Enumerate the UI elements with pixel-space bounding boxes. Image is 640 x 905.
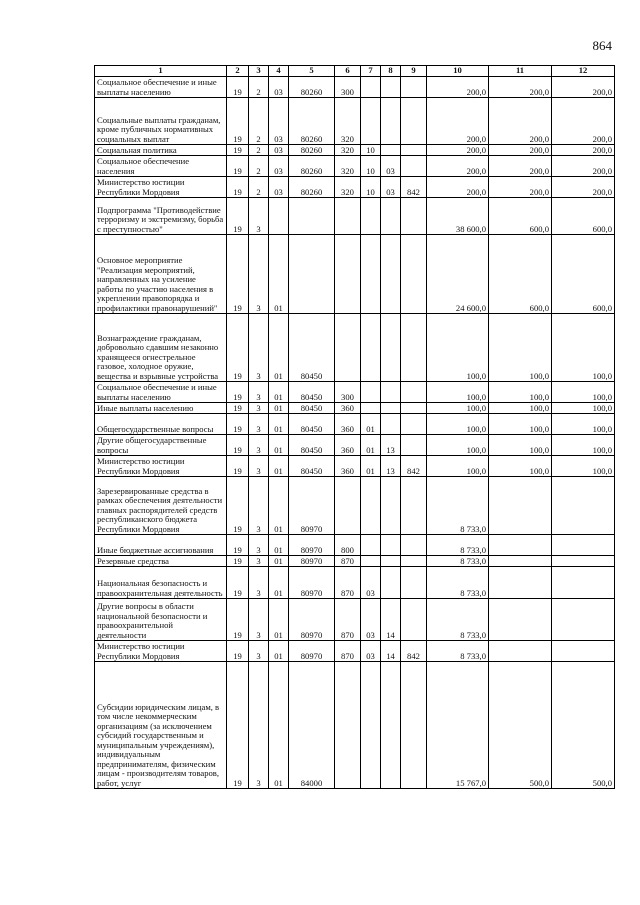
code-cell: 01 [269, 314, 289, 382]
code-cell [335, 662, 361, 789]
amount-cell [489, 535, 552, 556]
code-cell: 3 [249, 414, 269, 435]
code-cell: 80260 [289, 156, 335, 177]
code-cell [401, 235, 427, 314]
amount-cell: 200,0 [489, 145, 552, 156]
amount-cell: 600,0 [489, 235, 552, 314]
amount-cell: 600,0 [489, 198, 552, 235]
amount-cell: 200,0 [489, 177, 552, 198]
code-cell: 10 [361, 156, 381, 177]
code-cell: 03 [361, 599, 381, 641]
budget-table [94, 65, 615, 789]
code-cell [381, 556, 401, 567]
amount-cell [552, 641, 615, 662]
amount-cell [552, 535, 615, 556]
code-cell [381, 477, 401, 535]
code-cell [381, 314, 401, 382]
table-row [95, 156, 615, 177]
column-header-9: 9 [401, 66, 427, 77]
table-row [95, 477, 615, 535]
code-cell [401, 414, 427, 435]
code-cell: 360 [335, 414, 361, 435]
code-cell: 320 [335, 145, 361, 156]
code-cell [361, 403, 381, 414]
amount-cell: 200,0 [552, 177, 615, 198]
column-header-12: 12 [552, 66, 615, 77]
amount-cell: 200,0 [552, 77, 615, 98]
row-name-cell: Социальное обеспечение населения [95, 156, 227, 177]
code-cell: 03 [361, 641, 381, 662]
amount-cell [552, 556, 615, 567]
code-cell: 19 [227, 145, 249, 156]
code-cell: 01 [361, 414, 381, 435]
code-cell: 80260 [289, 177, 335, 198]
column-header-4: 4 [269, 66, 289, 77]
column-header-6: 6 [335, 66, 361, 77]
code-cell [289, 198, 335, 235]
table-row [95, 177, 615, 198]
code-cell: 14 [381, 599, 401, 641]
amount-cell: 200,0 [427, 145, 489, 156]
row-name-cell: Министерство юстиции Республики Мордовия [95, 456, 227, 477]
code-cell: 300 [335, 77, 361, 98]
code-cell [381, 235, 401, 314]
code-cell: 10 [361, 145, 381, 156]
table-row [95, 98, 615, 145]
code-cell: 01 [269, 556, 289, 567]
amount-cell [489, 599, 552, 641]
code-cell: 80450 [289, 382, 335, 403]
code-cell [381, 98, 401, 145]
amount-cell: 8 733,0 [427, 556, 489, 567]
amount-cell: 500,0 [489, 662, 552, 789]
amount-cell: 15 767,0 [427, 662, 489, 789]
code-cell: 84000 [289, 662, 335, 789]
header-row [95, 66, 615, 77]
code-cell: 19 [227, 641, 249, 662]
row-name-cell: Зарезервированные средства в рамках обеспечения деятельности главных распорядителей средств республиканского бюджета Республики Мордовия [95, 477, 227, 535]
code-cell: 842 [401, 456, 427, 477]
code-cell [381, 567, 401, 599]
row-name-cell: Иные бюджетные ассигнования [95, 535, 227, 556]
row-name-cell: Резервные средства [95, 556, 227, 567]
code-cell: 19 [227, 456, 249, 477]
code-cell: 870 [335, 556, 361, 567]
amount-cell: 100,0 [489, 382, 552, 403]
code-cell: 19 [227, 382, 249, 403]
table-row [95, 599, 615, 641]
code-cell: 360 [335, 435, 361, 456]
code-cell [381, 662, 401, 789]
row-name-cell: Министерство юстиции Республики Мордовия [95, 177, 227, 198]
amount-cell: 100,0 [552, 314, 615, 382]
amount-cell: 8 733,0 [427, 535, 489, 556]
amount-cell: 24 600,0 [427, 235, 489, 314]
code-cell: 320 [335, 156, 361, 177]
table-row [95, 556, 615, 567]
table-row [95, 145, 615, 156]
code-cell: 19 [227, 77, 249, 98]
code-cell [401, 662, 427, 789]
code-cell: 01 [269, 435, 289, 456]
table-row [95, 435, 615, 456]
code-cell: 80970 [289, 567, 335, 599]
code-cell: 14 [381, 641, 401, 662]
code-cell: 80970 [289, 641, 335, 662]
code-cell [361, 535, 381, 556]
code-cell: 03 [269, 77, 289, 98]
amount-cell: 38 600,0 [427, 198, 489, 235]
code-cell: 80260 [289, 77, 335, 98]
code-cell [401, 382, 427, 403]
amount-cell: 200,0 [489, 156, 552, 177]
code-cell: 2 [249, 98, 269, 145]
code-cell: 2 [249, 145, 269, 156]
code-cell: 80260 [289, 98, 335, 145]
row-name-cell: Субсидии юридическим лицам, в том числе некоммерческим организациям (за исключением субсидий государственным и муниципальным учреждениям), индивидуальным предпринимателям, физическим лицам - производителям товаров, работ, услуг [95, 662, 227, 789]
code-cell: 2 [249, 177, 269, 198]
code-cell: 19 [227, 414, 249, 435]
amount-cell: 100,0 [489, 456, 552, 477]
amount-cell: 8 733,0 [427, 567, 489, 599]
code-cell: 3 [249, 314, 269, 382]
amount-cell: 100,0 [427, 456, 489, 477]
page-number: 864 [592, 38, 612, 53]
code-cell: 01 [269, 456, 289, 477]
amount-cell: 200,0 [552, 145, 615, 156]
code-cell: 13 [381, 435, 401, 456]
code-cell [401, 435, 427, 456]
row-name-cell: Подпрограмма "Противодействие терроризму и экстремизму, борьба с преступностью" [95, 198, 227, 235]
amount-cell: 100,0 [552, 403, 615, 414]
code-cell [361, 235, 381, 314]
row-name-cell: Другие вопросы в области национальной безопасности и правоохранительной деятельности [95, 599, 227, 641]
code-cell: 80450 [289, 403, 335, 414]
row-name-cell: Основное мероприятие "Реализация мероприятий, направленных на усиление работы по участию населения в укреплении правопорядка и профилактики правонарушений" [95, 235, 227, 314]
code-cell: 80970 [289, 535, 335, 556]
code-cell: 19 [227, 662, 249, 789]
code-cell: 01 [269, 414, 289, 435]
code-cell: 01 [269, 662, 289, 789]
column-header-2: 2 [227, 66, 249, 77]
table-row [95, 662, 615, 789]
code-cell: 03 [381, 156, 401, 177]
code-cell: 01 [361, 435, 381, 456]
code-cell: 01 [269, 477, 289, 535]
code-cell: 01 [269, 382, 289, 403]
code-cell: 80970 [289, 599, 335, 641]
code-cell [289, 235, 335, 314]
amount-cell: 100,0 [427, 414, 489, 435]
code-cell [381, 403, 401, 414]
code-cell: 01 [269, 403, 289, 414]
code-cell [335, 314, 361, 382]
code-cell: 10 [361, 177, 381, 198]
row-name-cell: Министерство юстиции Республики Мордовия [95, 641, 227, 662]
table-row [95, 456, 615, 477]
code-cell [401, 556, 427, 567]
amount-cell: 500,0 [552, 662, 615, 789]
amount-cell: 100,0 [552, 435, 615, 456]
amount-cell: 600,0 [552, 235, 615, 314]
table-row [95, 403, 615, 414]
amount-cell: 200,0 [489, 77, 552, 98]
amount-cell: 100,0 [489, 314, 552, 382]
row-name-cell: Социальное обеспечение и иные выплаты населению [95, 382, 227, 403]
code-cell: 19 [227, 435, 249, 456]
row-name-cell: Общегосударственные вопросы [95, 414, 227, 435]
code-cell [335, 235, 361, 314]
amount-cell: 100,0 [489, 435, 552, 456]
amount-cell: 200,0 [427, 156, 489, 177]
code-cell [361, 662, 381, 789]
code-cell: 320 [335, 177, 361, 198]
code-cell [381, 414, 401, 435]
code-cell: 19 [227, 556, 249, 567]
row-name-cell: Социальная политика [95, 145, 227, 156]
code-cell: 80450 [289, 456, 335, 477]
code-cell: 3 [249, 477, 269, 535]
code-cell: 3 [249, 403, 269, 414]
code-cell: 870 [335, 599, 361, 641]
code-cell: 01 [361, 456, 381, 477]
code-cell [361, 198, 381, 235]
code-cell [401, 145, 427, 156]
code-cell: 3 [249, 382, 269, 403]
code-cell: 19 [227, 177, 249, 198]
code-cell: 03 [269, 177, 289, 198]
code-cell: 80260 [289, 145, 335, 156]
code-cell [361, 77, 381, 98]
code-cell [401, 198, 427, 235]
code-cell: 2 [249, 77, 269, 98]
code-cell: 300 [335, 382, 361, 403]
column-header-11: 11 [489, 66, 552, 77]
amount-cell: 200,0 [552, 156, 615, 177]
code-cell: 320 [335, 98, 361, 145]
amount-cell: 8 733,0 [427, 641, 489, 662]
code-cell [361, 98, 381, 145]
column-header-10: 10 [427, 66, 489, 77]
code-cell: 2 [249, 156, 269, 177]
code-cell: 80450 [289, 435, 335, 456]
amount-cell: 200,0 [427, 77, 489, 98]
row-name-cell: Иные выплаты населению [95, 403, 227, 414]
code-cell: 80450 [289, 314, 335, 382]
code-cell: 19 [227, 98, 249, 145]
code-cell: 3 [249, 662, 269, 789]
code-cell [401, 567, 427, 599]
code-cell: 19 [227, 156, 249, 177]
code-cell [381, 382, 401, 403]
code-cell [401, 156, 427, 177]
row-name-cell: Национальная безопасность и правоохранительная деятельность [95, 567, 227, 599]
amount-cell: 100,0 [427, 403, 489, 414]
code-cell: 01 [269, 535, 289, 556]
table-row [95, 235, 615, 314]
code-cell [401, 98, 427, 145]
amount-cell [489, 641, 552, 662]
code-cell: 03 [269, 156, 289, 177]
code-cell: 3 [249, 641, 269, 662]
code-cell: 13 [381, 456, 401, 477]
amount-cell [552, 477, 615, 535]
column-header-3: 3 [249, 66, 269, 77]
code-cell [401, 599, 427, 641]
code-cell [269, 198, 289, 235]
column-header-5: 5 [289, 66, 335, 77]
table-row [95, 535, 615, 556]
code-cell: 800 [335, 535, 361, 556]
column-header-7: 7 [361, 66, 381, 77]
column-header-8: 8 [381, 66, 401, 77]
code-cell: 19 [227, 198, 249, 235]
amount-cell: 8 733,0 [427, 599, 489, 641]
code-cell: 01 [269, 641, 289, 662]
code-cell: 19 [227, 567, 249, 599]
code-cell [381, 77, 401, 98]
code-cell: 80970 [289, 477, 335, 535]
code-cell: 3 [249, 535, 269, 556]
code-cell [335, 198, 361, 235]
code-cell: 360 [335, 456, 361, 477]
amount-cell: 200,0 [427, 177, 489, 198]
amount-cell: 100,0 [552, 382, 615, 403]
code-cell: 19 [227, 535, 249, 556]
code-cell [401, 314, 427, 382]
amount-cell [489, 477, 552, 535]
amount-cell: 100,0 [427, 314, 489, 382]
code-cell: 19 [227, 235, 249, 314]
code-cell [401, 77, 427, 98]
code-cell [381, 535, 401, 556]
code-cell [401, 403, 427, 414]
row-name-cell: Социальные выплаты гражданам, кроме публичных нормативных социальных выплат [95, 98, 227, 145]
table-row [95, 641, 615, 662]
code-cell: 19 [227, 403, 249, 414]
code-cell: 03 [381, 177, 401, 198]
code-cell: 842 [401, 177, 427, 198]
code-cell [381, 145, 401, 156]
code-cell: 03 [269, 145, 289, 156]
table-row [95, 314, 615, 382]
code-cell: 01 [269, 235, 289, 314]
code-cell: 870 [335, 641, 361, 662]
table-row [95, 382, 615, 403]
code-cell: 842 [401, 641, 427, 662]
amount-cell: 100,0 [489, 403, 552, 414]
amount-cell: 100,0 [489, 414, 552, 435]
code-cell [361, 382, 381, 403]
code-cell [401, 535, 427, 556]
table-row [95, 414, 615, 435]
code-cell: 360 [335, 403, 361, 414]
code-cell: 19 [227, 314, 249, 382]
code-cell [361, 477, 381, 535]
code-cell: 01 [269, 567, 289, 599]
table-body [95, 77, 615, 789]
amount-cell [552, 567, 615, 599]
code-cell: 80450 [289, 414, 335, 435]
row-name-cell: Вознаграждение гражданам, добровольно сдавшим незаконно хранящееся огнестрельное газовое, холодное оружие, вещества и взрывные устройства [95, 314, 227, 382]
amount-cell [552, 599, 615, 641]
code-cell: 03 [269, 98, 289, 145]
code-cell [361, 556, 381, 567]
code-cell: 3 [249, 456, 269, 477]
amount-cell: 8 733,0 [427, 477, 489, 535]
code-cell: 870 [335, 567, 361, 599]
code-cell: 3 [249, 235, 269, 314]
code-cell: 3 [249, 567, 269, 599]
amount-cell: 600,0 [552, 198, 615, 235]
code-cell [335, 477, 361, 535]
row-name-cell: Другие общегосударственные вопросы [95, 435, 227, 456]
code-cell: 3 [249, 556, 269, 567]
amount-cell: 200,0 [552, 98, 615, 145]
code-cell: 19 [227, 477, 249, 535]
amount-cell: 100,0 [552, 456, 615, 477]
code-cell: 3 [249, 198, 269, 235]
table-row [95, 77, 615, 98]
code-cell: 80970 [289, 556, 335, 567]
amount-cell: 200,0 [489, 98, 552, 145]
code-cell: 3 [249, 599, 269, 641]
row-name-cell: Социальное обеспечение и иные выплаты населению [95, 77, 227, 98]
code-cell: 3 [249, 435, 269, 456]
code-cell: 19 [227, 599, 249, 641]
amount-cell [489, 556, 552, 567]
amount-cell: 200,0 [427, 98, 489, 145]
amount-cell [489, 567, 552, 599]
code-cell: 01 [269, 599, 289, 641]
amount-cell: 100,0 [427, 382, 489, 403]
table-row [95, 567, 615, 599]
column-header-1: 1 [95, 66, 227, 77]
code-cell: 03 [361, 567, 381, 599]
amount-cell: 100,0 [427, 435, 489, 456]
table-row [95, 198, 615, 235]
code-cell [401, 477, 427, 535]
amount-cell: 100,0 [552, 414, 615, 435]
code-cell [381, 198, 401, 235]
code-cell [361, 314, 381, 382]
